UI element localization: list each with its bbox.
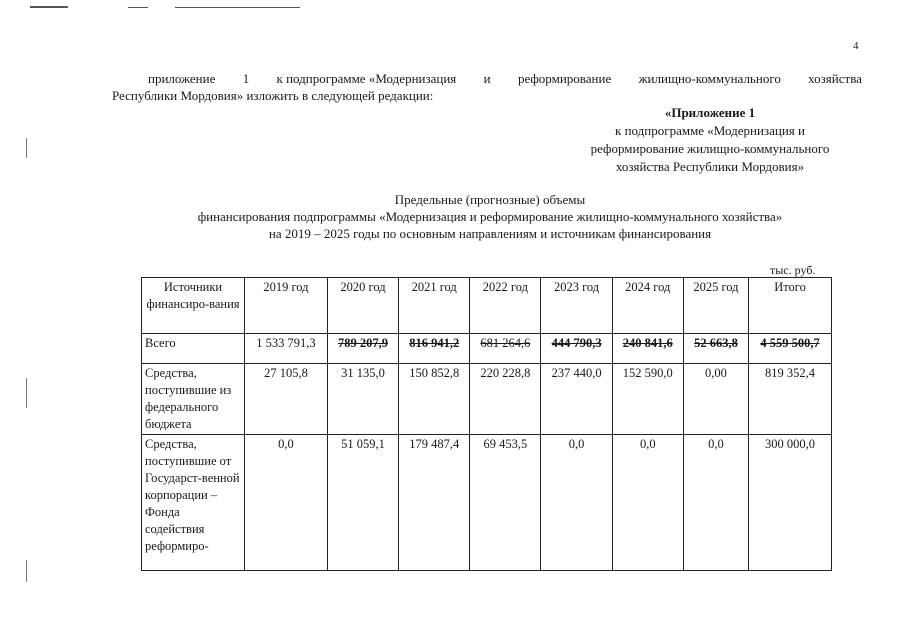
intro-word: хозяйства: [808, 71, 862, 86]
appendix-line: реформирование жилищно-коммунального: [590, 141, 830, 156]
column-header: 2024 год: [612, 278, 683, 334]
table-cell: 220 228,8: [470, 364, 541, 435]
table-cell: 681 264,6: [470, 334, 541, 364]
heading-line: на 2019 – 2025 годы по основным направлениям и источникам финансирования: [268, 226, 712, 241]
table-cell: 1 533 791,3: [245, 334, 328, 364]
table-cell: 0,0: [541, 435, 612, 571]
table-cell: 237 440,0: [541, 364, 612, 435]
intro-word: 1: [242, 71, 250, 86]
table-cell: 240 841,6: [612, 334, 683, 364]
heading-line: Предельные (прогнозные) объемы: [394, 192, 586, 207]
intro-word: реформирование: [517, 71, 612, 86]
column-header: 2019 год: [245, 278, 328, 334]
appendix-header: [560, 104, 860, 176]
margin-mark: [26, 378, 27, 408]
table-cell: 0,0: [683, 435, 748, 571]
table-cell: 27 105,8: [245, 364, 328, 435]
table-cell: 444 790,3: [541, 334, 612, 364]
table-header-row: [142, 278, 832, 334]
financing-table: [141, 277, 832, 571]
intro-word: и: [483, 71, 491, 86]
appendix-line: к подпрограмме «Модернизация и: [615, 123, 805, 138]
row-source: Всего: [142, 334, 245, 364]
row-source: Средства, поступившие из федерального бюджета: [142, 364, 245, 435]
heading-line: финансирования подпрограммы «Модернизация и реформирование жилищно-коммунального хозяйства»: [197, 209, 783, 224]
table-cell: 31 135,0: [327, 364, 398, 435]
scan-artifact-line: [30, 6, 68, 8]
table-cell: 300 000,0: [749, 435, 832, 571]
table-cell: 0,0: [245, 435, 328, 571]
column-header: 2021 год: [399, 278, 470, 334]
table-cell: 0,0: [612, 435, 683, 571]
margin-mark: [26, 560, 27, 582]
intro-line-2: Республики Мордовия» изложить в следующей редакции:: [112, 88, 434, 103]
row-source: Средства, поступившие от Государст-венной корпорации – Фонда содействия реформиро-: [142, 435, 245, 571]
table-cell: 819 352,4: [749, 364, 832, 435]
scan-artifact-line: [175, 7, 300, 8]
appendix-line: хозяйства Республики Мордовия»: [615, 159, 805, 174]
table-cell: 152 590,0: [612, 364, 683, 435]
intro-line-1: [112, 70, 862, 87]
table-cell: 0,00: [683, 364, 748, 435]
table-cell: 150 852,8: [399, 364, 470, 435]
table-cell: 816 941,2: [399, 334, 470, 364]
table-row: [142, 435, 832, 571]
column-header: 2022 год: [470, 278, 541, 334]
table-row: [142, 364, 832, 435]
table-cell: 179 487,4: [399, 435, 470, 571]
table-cell: 51 059,1: [327, 435, 398, 571]
margin-mark: [26, 138, 27, 158]
column-header: Итого: [749, 278, 832, 334]
table-cell: 789 207,9: [327, 334, 398, 364]
document-heading: [120, 191, 860, 242]
table-cell: 4 559 500,7: [749, 334, 832, 364]
column-header: 2025 год: [683, 278, 748, 334]
intro-paragraph: [112, 70, 862, 104]
column-header: 2020 год: [327, 278, 398, 334]
column-header: 2023 год: [541, 278, 612, 334]
intro-word: к подпрограмме «Модернизация: [276, 71, 457, 86]
scan-artifact-line: [128, 7, 148, 8]
table-row: [142, 334, 832, 364]
table-cell: 69 453,5: [470, 435, 541, 571]
unit-label: тыс. руб.: [770, 263, 816, 277]
appendix-title: «Приложение 1: [664, 105, 756, 120]
table-cell: 52 663,8: [683, 334, 748, 364]
intro-word: приложение: [148, 71, 216, 86]
intro-word: жилищно-коммунального: [638, 71, 781, 86]
column-header: Источники финансиро-вания: [142, 278, 245, 334]
page-number: 4: [853, 40, 859, 52]
